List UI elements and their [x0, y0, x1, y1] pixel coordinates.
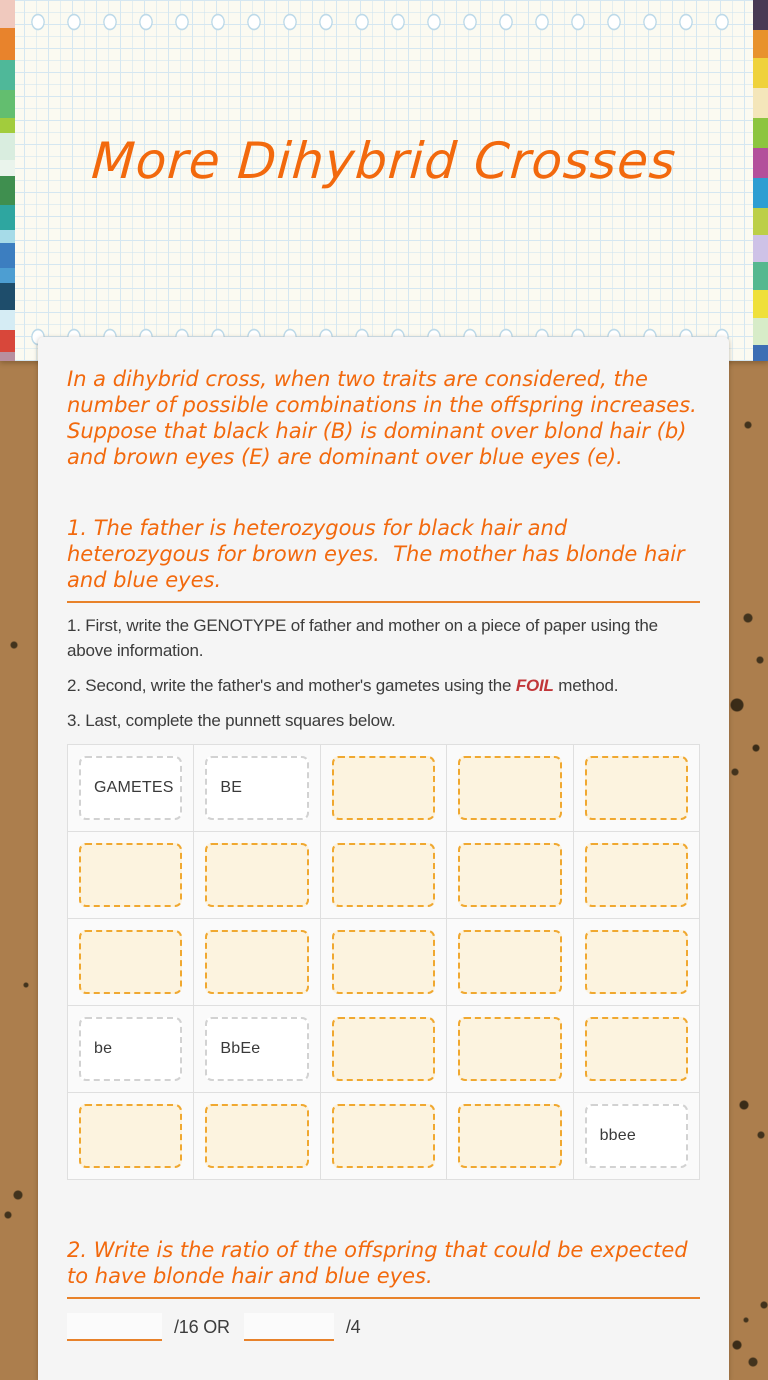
punnett-row: [68, 919, 700, 1006]
punnett-drop-slot[interactable]: [458, 843, 561, 907]
punnett-square-table: [67, 744, 700, 1180]
punnett-drop-slot[interactable]: [205, 843, 308, 907]
step-2-text: 2. Second, write the father's and mother's gametes using the: [67, 676, 516, 695]
punnett-drop-slot[interactable]: [332, 756, 435, 820]
punnett-cell: [68, 919, 194, 1006]
punnett-cell: [194, 919, 320, 1006]
ratio-blank-16[interactable]: [67, 1313, 162, 1341]
question-2-heading: 2. Write is the ratio of the offspring that could be expected to have blonde hair and blue eyes.: [67, 1238, 695, 1288]
punnett-drop-slot[interactable]: [332, 1104, 435, 1168]
punnett-cell: [573, 832, 699, 919]
punnett-cell: [447, 919, 573, 1006]
punnett-cell: [194, 1093, 320, 1180]
punnett-cell: [447, 832, 573, 919]
question-1-heading: 1. The father is heterozygous for black hair and heterozygous for brown eyes. The mother has blonde hair and blue eyes.: [67, 516, 692, 592]
punnett-cell: [447, 745, 573, 832]
punnett-drop-slot[interactable]: [332, 843, 435, 907]
punnett-row: [68, 1093, 700, 1180]
punnett-drop-slot[interactable]: [585, 756, 688, 820]
foil-highlight: FOIL: [515, 676, 554, 695]
punnett-drop-slot[interactable]: [458, 1104, 561, 1168]
punnett-answer-chip[interactable]: bbee: [585, 1104, 688, 1168]
ratio-answer-row: [67, 1313, 700, 1341]
punnett-cell: [447, 1006, 573, 1093]
punnett-drop-slot[interactable]: [585, 843, 688, 907]
punnett-cell: [573, 1093, 699, 1180]
punnett-answer-chip[interactable]: BbEe: [205, 1017, 308, 1081]
punnett-drop-slot[interactable]: [332, 930, 435, 994]
orange-divider: [67, 601, 700, 603]
punnett-cell: [194, 1006, 320, 1093]
punnett-cell: [194, 832, 320, 919]
intro-paragraph: In a dihybrid cross, when two traits are considered, the number of possible combinations in the offspring increases. Suppose that black hair (B) is dominant over blond hair (b) and brown eyes (E) are dominant over blue eyes (e).: [67, 367, 711, 469]
punnett-answer-chip[interactable]: GAMETES: [79, 756, 182, 820]
punnett-cell: [320, 745, 446, 832]
punnett-cell: [68, 1006, 194, 1093]
punnett-cell: [320, 919, 446, 1006]
punch-holes-top: [28, 9, 740, 36]
punnett-drop-slot[interactable]: [205, 1104, 308, 1168]
step-2-text-after: method.: [553, 676, 619, 695]
punnett-cell: [68, 1093, 194, 1180]
punnett-cell: [447, 1093, 573, 1180]
instruction-step-2: [67, 673, 700, 698]
punnett-cell: [320, 1093, 446, 1180]
punnett-cell: [320, 1006, 446, 1093]
punnett-drop-slot[interactable]: [332, 1017, 435, 1081]
instruction-list: [67, 613, 700, 733]
punnett-cell: [320, 832, 446, 919]
instruction-step-1: 1. First, write the GENOTYPE of father and mother on a piece of paper using the above information.: [67, 616, 658, 660]
punnett-row: [68, 745, 700, 832]
notebook-paper-header: [0, 0, 768, 361]
punnett-row: [68, 1006, 700, 1093]
punnett-drop-slot[interactable]: [458, 1017, 561, 1081]
instruction-step-3: 3. Last, complete the punnett squares below.: [67, 711, 396, 730]
punnett-drop-slot[interactable]: [585, 1017, 688, 1081]
denominator-16-label: /16 OR: [174, 1317, 230, 1337]
punnett-drop-slot[interactable]: [458, 930, 561, 994]
punnett-answer-chip[interactable]: be: [79, 1017, 182, 1081]
orange-divider: [67, 1297, 700, 1299]
punnett-drop-slot[interactable]: [458, 756, 561, 820]
punnett-cell: [573, 1006, 699, 1093]
punnett-drop-slot[interactable]: [79, 843, 182, 907]
worksheet-card: [38, 337, 729, 1380]
punnett-drop-slot[interactable]: [205, 930, 308, 994]
punnett-cell: [194, 745, 320, 832]
punnett-row: [68, 832, 700, 919]
punnett-drop-slot[interactable]: [79, 930, 182, 994]
punnett-cell: [68, 832, 194, 919]
ratio-blank-4[interactable]: [244, 1313, 334, 1341]
punnett-cell: [573, 919, 699, 1006]
punnett-drop-slot[interactable]: [79, 1104, 182, 1168]
punnett-cell: [573, 745, 699, 832]
punnett-answer-chip[interactable]: BE: [205, 756, 308, 820]
page-title: More Dihybrid Crosses: [89, 132, 679, 190]
punnett-drop-slot[interactable]: [585, 930, 688, 994]
denominator-4-label: /4: [345, 1317, 361, 1337]
punnett-cell: [68, 745, 194, 832]
